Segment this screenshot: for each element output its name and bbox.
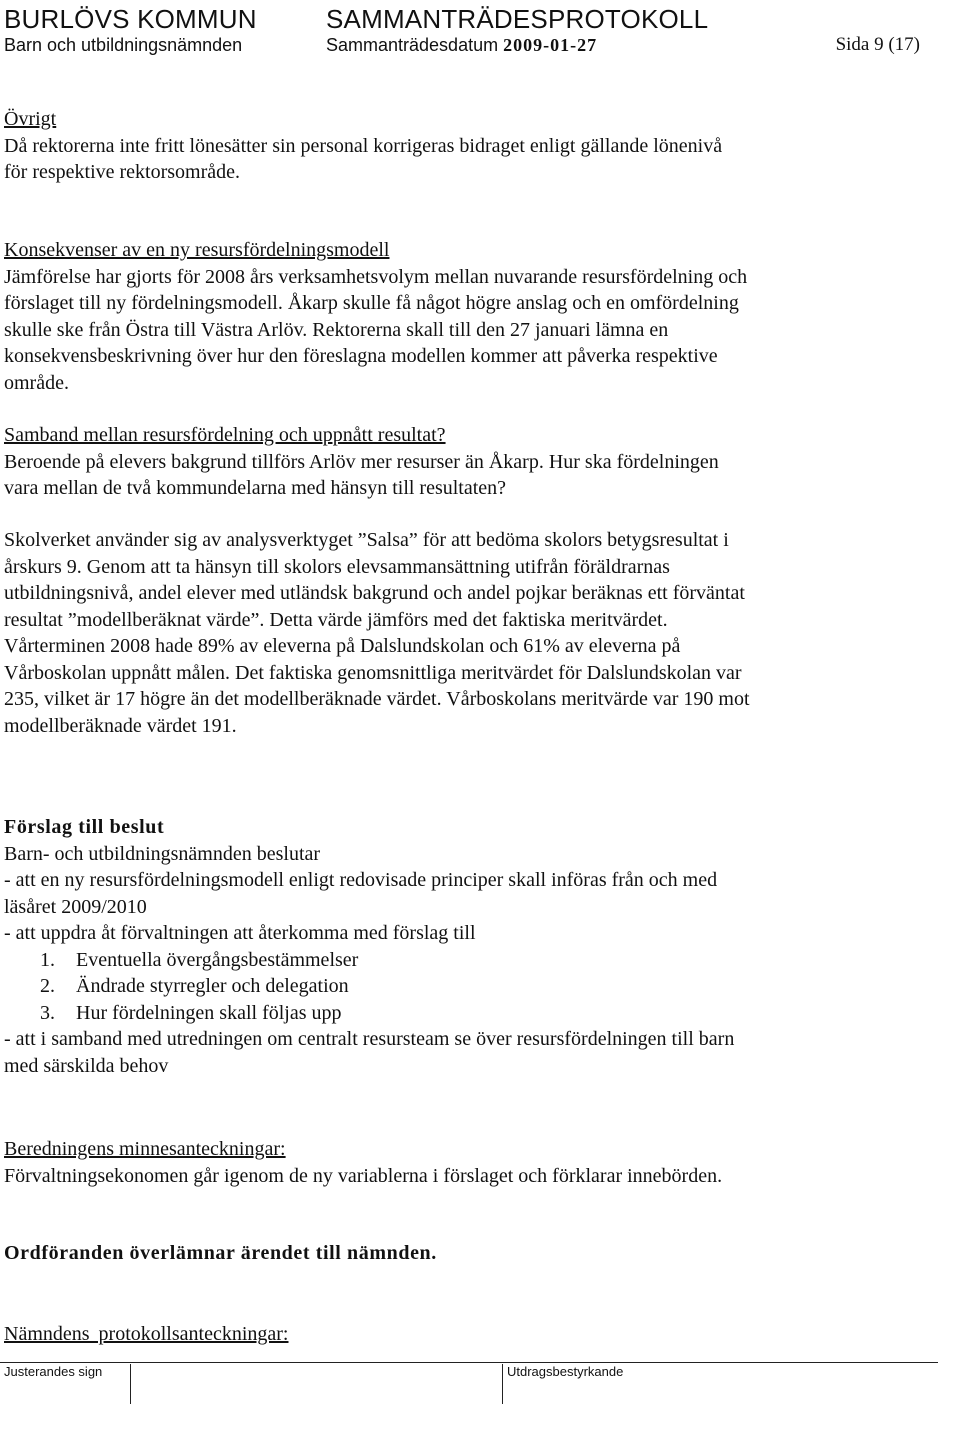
list-number: 3. [40, 1001, 55, 1024]
document-header-title-row [4, 4, 708, 35]
section-heading: Konsekvenser av en ny resursfördelningsmodell [4, 239, 390, 261]
justerandes-sign-label: Justerandes sign [4, 1364, 103, 1379]
utdragsbestyrkande-label: Utdragsbestyrkande [507, 1364, 624, 1379]
paragraph-line: årskurs 9. Genom att ta hänsyn till skolors elevsammansättning utifrån föräldrarnas [4, 555, 670, 578]
section-heading: Beredningens minnesanteckningar: [4, 1138, 286, 1160]
signature-space [130, 1364, 506, 1404]
list-text: Ändrade styrregler och delegation [76, 975, 349, 997]
document-type: SAMMANTRÄDESPROTOKOLL [326, 4, 709, 34]
paragraph-line: skulle ske från Östra till Västra Arlöv. Rektorerna skall till den 27 januari lämna en [4, 318, 669, 341]
section-ovrigt [4, 106, 958, 186]
meeting-date-label: Sammanträdesdatum [326, 35, 499, 55]
section-skolverket [4, 527, 958, 739]
paragraph-line: område. [4, 371, 69, 394]
section-forslag [4, 814, 958, 1079]
paragraph-line: Skolverket använder sig av analysverktyget ”Salsa” för att bedöma skolors betygsresultat i [4, 529, 729, 551]
numbered-list-item [4, 947, 958, 974]
paragraph-line: konsekvensbeskrivning över hur den föreslagna modellen kommer att påverka respektive [4, 345, 718, 367]
signature-footer [0, 1362, 938, 1442]
committee-notes-heading: Nämndens protokollsanteckningar: [4, 1323, 289, 1345]
decision-bullet-line: - att en ny resursfördelningsmodell enligt redovisade principer skall införas från och med [4, 869, 718, 891]
paragraph-line: Då rektorerna inte fritt lönesätter sin personal korrigeras bidraget enligt gällande lönenivå [4, 134, 723, 157]
section-konsekvenser [4, 237, 958, 396]
paragraph-line: utbildningsnivå, andel elever med utländsk bakgrund och andel pojkar beräknas ett förväntat [4, 582, 745, 604]
section-beredning [4, 1136, 958, 1189]
footer-divider [0, 1362, 938, 1363]
decision-bullet-line: - att uppdra åt förvaltningen att återkomma med förslag till [4, 922, 476, 944]
list-number: 1. [40, 948, 55, 971]
decision-bullet-line: - att i samband med utredningen om centralt resursteam se över resursfördelningen till barn [4, 1028, 735, 1050]
paragraph-line: förslaget till ny fördelningsmodell. Åkarp skulle få något högre anslag och en omfördelning [4, 292, 739, 314]
paragraph-line: Vårboskolan uppnått målen. Det faktiska genomsnittliga meritvärdet för Dalslundskolan var [4, 661, 742, 684]
section-samband [4, 422, 958, 502]
municipality-name: BURLÖVS KOMMUN [4, 4, 257, 34]
paragraph-line: vara mellan de två kommundelarna med hänsyn till resultaten? [4, 477, 507, 499]
section-heading: Övrigt [4, 108, 57, 130]
numbered-list-item [4, 973, 958, 1000]
list-text: Eventuella övergångsbestämmelser [76, 948, 359, 971]
page-number: Sida 9 (17) [835, 34, 920, 55]
paragraph-line: Jämförelse har gjorts för 2008 års verksamhetsvolym mellan nuvarande resursfördelning och [4, 265, 748, 288]
list-number: 2. [40, 975, 55, 997]
justerandes-sign-box [0, 1364, 131, 1404]
decision-bullet-line: läsåret 2009/2010 [4, 895, 147, 918]
list-text: Hur fördelningen skall följas upp [76, 1001, 342, 1024]
paragraph-line: modellberäknade värdet 191. [4, 714, 237, 737]
paragraph-line: Barn- och utbildningsnämnden beslutar [4, 842, 321, 865]
paragraph-line: resultat ”modellberäknat värde”. Detta värde jämförs med det faktiska meritvärdet. [4, 608, 668, 631]
document-header-meta-row [4, 35, 597, 56]
chair-statement: Ordföranden överlämnar ärendet till nämnden. [4, 1242, 437, 1264]
section-heading: Förslag till beslut [4, 816, 165, 838]
paragraph-line: Beroende på elevers bakgrund tillförs Arlöv mer resurser än Åkarp. Hur ska fördelningen [4, 450, 719, 473]
utdragsbestyrkande-box [502, 1364, 943, 1404]
decision-bullet-line: med särskilda behov [4, 1054, 169, 1077]
paragraph-line: Vårterminen 2008 hade 89% av eleverna på Dalslundskolan och 61% av eleverna på [4, 635, 681, 657]
section-heading: Samband mellan resursfördelning och uppnått resultat? [4, 424, 446, 446]
numbered-list-item [4, 1000, 958, 1027]
paragraph-line: Förvaltningsekonomen går igenom de ny variablerna i förslaget och förklarar innebörden. [4, 1164, 723, 1187]
board-name: Barn och utbildningsnämnden [4, 35, 243, 55]
meeting-date: 2009-01-27 [503, 35, 598, 55]
paragraph-line: 235, vilket är 17 högre än det modellberäknade värdet. Vårboskolans meritvärde var 190 mot [4, 688, 750, 710]
paragraph-line: för respektive rektorsområde. [4, 161, 241, 183]
